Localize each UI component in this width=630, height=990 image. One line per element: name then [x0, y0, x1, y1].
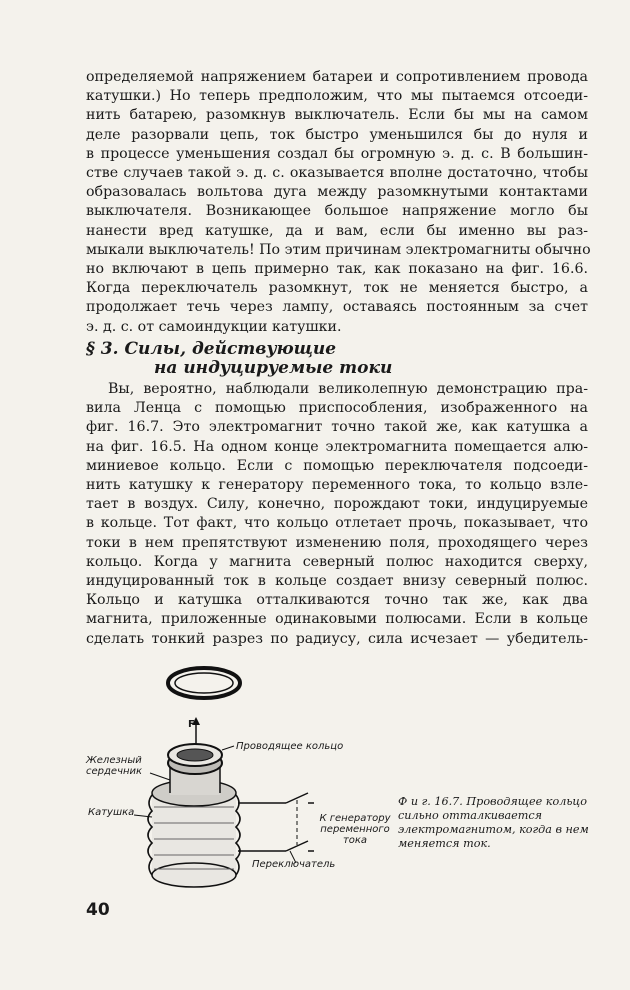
text-line: вила Ленца с помощью приспособления, изображенного на	[86, 400, 588, 417]
text-line: на фиг. 16.5. На одном конце электромагнита помещается алю-	[86, 438, 588, 455]
text-line: нанести вред катушке, да и вам, если бы именно вы раз-	[86, 222, 588, 239]
text-line: Кольцо и катушка отталкиваются точно так же, как два	[86, 592, 588, 609]
section-heading-line-1: § 3. Силы, действующие	[86, 339, 337, 359]
paragraph-2	[86, 380, 588, 649]
figure-caption	[398, 795, 590, 851]
section-heading-line-2: на индуцируемые токи	[154, 358, 393, 378]
text-line: э. д. с. от самоиндукции катушки.	[86, 318, 342, 335]
page-number: 40	[86, 900, 110, 920]
text-line: мыкали выключатель! По этим причинам электромагниты обычно	[86, 241, 591, 258]
text-line: но включают в цепь примерно так, как показано на фиг. 16.6.	[86, 261, 588, 278]
text-line: деле разорвали цепь, ток быстро уменьшился бы до нуля и	[86, 126, 588, 143]
figure-16-7	[86, 655, 416, 895]
iron-core-label: Железный сердечник	[86, 755, 143, 777]
paragraph-1	[86, 68, 591, 337]
text-line: катушки.) Но теперь предположим, что мы пытаемся отсоеди-	[86, 88, 588, 105]
text-line: образовалась вольтова дуга между разомкнутыми контактами	[86, 184, 588, 201]
text-line: выключателя. Возникающее большое напряжение могло бы	[86, 203, 588, 220]
coil-body	[148, 763, 240, 887]
text-line: в кольце. Тот факт, что кольцо отлетает прочь, показывает, что	[86, 515, 588, 532]
section-heading	[86, 340, 506, 378]
text-line: миниевое кольцо. Если с помощью переключателя подсоеди-	[86, 457, 588, 474]
text-line: тает в воздух. Силу, конечно, порождают токи, индуцируемые	[86, 496, 588, 513]
text-line: сделать тонкий разрез по радиусу, сила исчезает — убедитель-	[86, 630, 588, 647]
text-line: магнита, приложенные одинаковыми полюсами. Если в кольце	[86, 611, 588, 628]
text-line: нить катушку к генератору переменного тока, то кольцо взле-	[86, 477, 588, 494]
coil-label: Катушка	[88, 807, 135, 818]
force-label: F	[188, 719, 195, 730]
text-line: Вы, вероятно, наблюдали великолепную демонстрацию пра-	[108, 381, 588, 397]
text-line: индуцированный ток в кольце создает внизу северный полюс.	[86, 573, 588, 590]
text-line: определяемой напряжением батареи и сопротивлением провода	[86, 69, 588, 85]
conducting-ring	[168, 744, 222, 774]
text-line: нить батарею, разомкнув выключатель. Если бы мы на самом	[86, 107, 588, 124]
generator-label: К генератору переменного тока	[319, 813, 391, 846]
switch-wires	[238, 793, 314, 863]
flying-ring	[168, 668, 240, 698]
text-line: Когда переключатель разомкнут, ток не меняется быстро, а	[86, 280, 588, 297]
ring-label: Проводящее кольцо	[236, 741, 344, 752]
switch-label: Переключатель	[252, 859, 336, 870]
text-line: кольцо. Когда у магнита северный полюс находится сверху,	[86, 553, 588, 570]
text-line: токи в нем препятствуют изменению поля, проходящего через	[86, 534, 588, 551]
caption-text: Проводящее кольцо сильно отталкивается электромагнитом, когда в нем меняется ток.	[398, 795, 589, 850]
text-line: продолжает течь через лампу, оставаясь постоянным за счет	[86, 299, 588, 316]
text-line: в процессе уменьшения создал бы огромную э. д. с. В большин-	[86, 145, 588, 162]
text-line: стве случаев такой э. д. с. оказывается вполне достаточно, чтобы	[86, 165, 588, 182]
text-line: фиг. 16.7. Это электромагнит точно такой же, как катушка a	[86, 419, 588, 436]
caption-label: Ф и г. 16.7.	[398, 795, 463, 808]
